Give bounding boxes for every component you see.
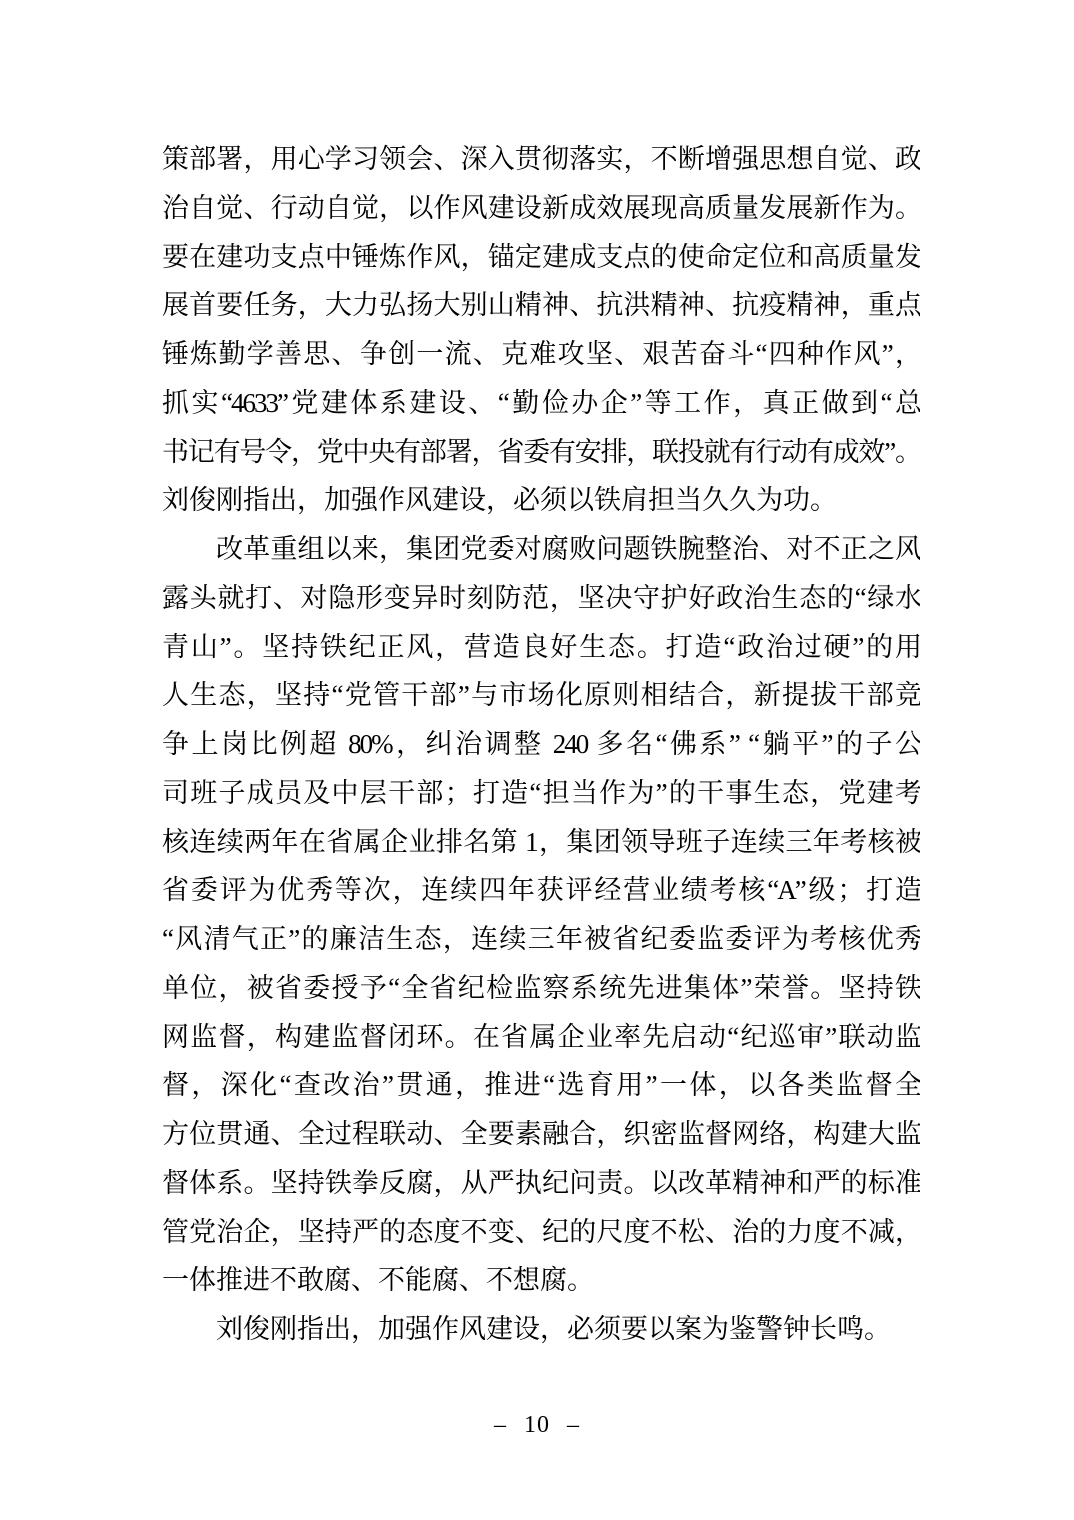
text-line: 一体推进不敢腐、不能腐、不想腐。 [162,1265,594,1296]
text-line: 网监督，构建监督闭环。在省属企业率先启动“纪巡审”联动监 [162,1021,920,1052]
document-body [162,135,920,1354]
text-line: 督，深化“查改治”贯通，推进“选育用”一体，以各类监督全 [162,1070,920,1101]
text-line: 展首要任务，大力弘扬大别山精神、抗洪精神、抗疫精神，重点 [162,290,920,321]
text-line: 抓实“4633”党建体系建设、“勤俭办企”等工作，真正做到“总 [162,387,920,418]
text-line: 核连续两年在省属企业排名第 1，集团领导班子连续三年考核被 [162,826,920,857]
text-line: 要在建功支点中锤炼作风，锚定建成支点的使命定位和高质量发 [162,241,920,272]
text-line: 管党治企，坚持严的态度不变、纪的尺度不松、治的力度不减， [162,1216,920,1247]
text-line: 争上岗比例超 80%，纠治调整 240 多名“佛系” “躺平”的子公 [162,729,920,759]
text-line: 改革重组以来，集团党委对腐败问题铁腕整治、对不正之风 [216,534,920,564]
text-line: 单位，被省委授予“全省纪检监察系统先进集体”荣誉。坚持铁 [162,972,920,1003]
text-line: 青山”。坚持铁纪正风，营造良好生态。打造“政治过硬”的用 [162,631,920,662]
text-line: 刘俊刚指出，加强作风建设，必须要以案为鉴警钟长鸣。 [216,1314,891,1344]
text-line: 露头就打、对隐形变异时刻防范，坚决守护好政治生态的“绿水 [162,582,920,613]
text-line: 治自觉、行动自觉，以作风建设新成效展现高质量发展新作为。 [162,192,920,223]
text-line: 锤炼勤学善思、争创一流、克难攻坚、艰苦奋斗“四种作风”， [162,339,920,369]
text-line: 策部署，用心学习领会、深入贯彻落实，不断增强思想自觉、政 [162,144,920,174]
page-number: – 10 – [494,1412,580,1438]
text-line: 刘俊刚指出，加强作风建设，必须以铁肩担当久久为功。 [162,485,837,516]
text-line: 方位贯通、全过程联动、全要素融合，织密监督网络，构建大监 [162,1119,920,1149]
text-line: 书记有号令，党中央有部署，省委有安排，联投就有行动有成效”。 [162,436,920,467]
text-line: “风清气正”的廉洁生态，连续三年被省纪委监委评为考核优秀 [162,924,920,954]
text-line: 司班子成员及中层干部；打造“担当作为”的干事生态，党建考 [162,777,920,808]
text-line: 省委评为优秀等次，连续四年获评经营业绩考核“A”级；打造 [162,875,920,906]
text-line: 人生态，坚持“党管干部”与市场化原则相结合，新提拔干部竞 [162,680,920,711]
text-line: 督体系。坚持铁拳反腐，从严执纪问责。以改革精神和严的标准 [162,1167,920,1198]
